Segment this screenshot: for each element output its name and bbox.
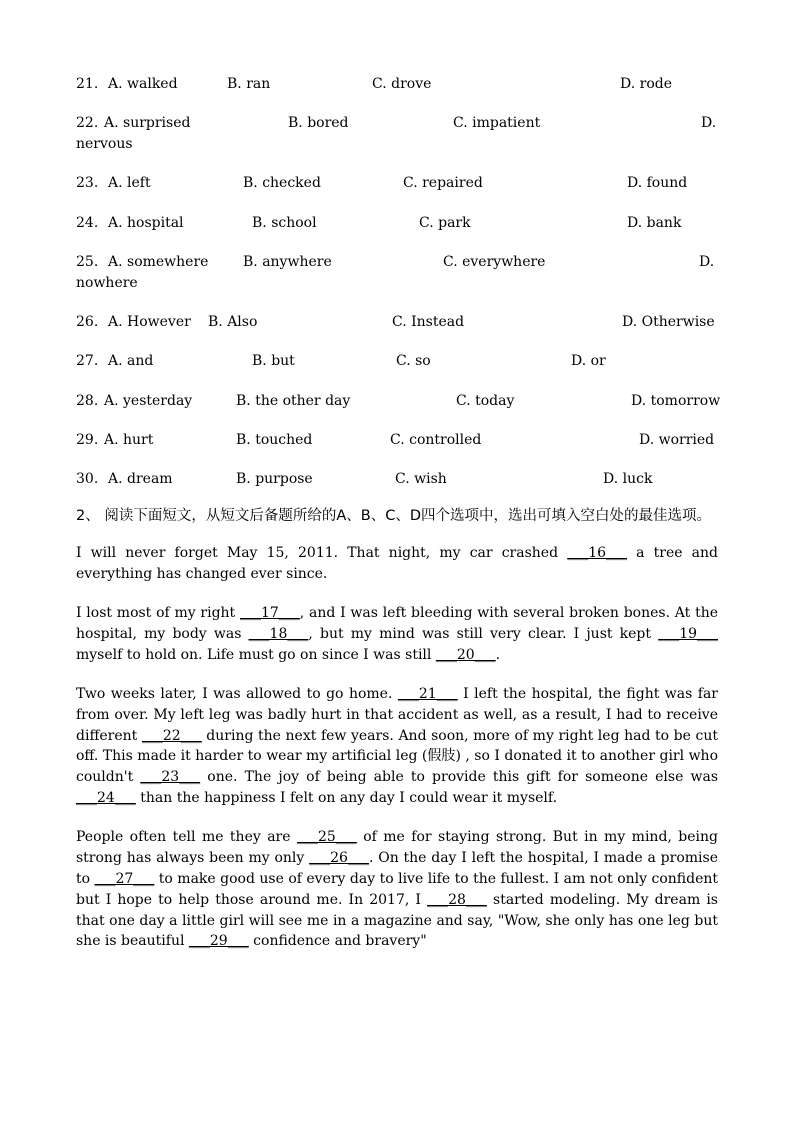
passage-text: People often tell me they are: [76, 829, 297, 846]
option-a: A. somewhere: [108, 253, 209, 270]
question-number: 27.: [76, 353, 99, 370]
blank: ___23___: [140, 769, 201, 786]
passage-text: . On the day I left the hospital, I made a promise to: [76, 850, 718, 887]
passage-paragraph-3: [76, 684, 718, 809]
option-d: D. luck: [603, 471, 653, 488]
passage-text: I will never forget May 15, 2011. That night, my car crashed: [76, 545, 568, 562]
option-b: B. touched: [236, 431, 313, 448]
passage-text: myself to hold on. Life must go on since I was still: [76, 646, 436, 663]
passage-text: started modeling. My dream is that one day a little girl will see me in a magazine and say, "Wow, she only has one leg but she is beautiful: [76, 891, 718, 950]
passage-text: confidence and bravery": [248, 933, 427, 950]
option-a: A. However: [108, 314, 191, 331]
passage-text: than the happiness I felt on any day I could wear it myself.: [135, 790, 558, 807]
option-d: D. found: [627, 175, 688, 192]
question-number: 24.: [76, 214, 99, 231]
blank: ___19___: [658, 625, 719, 642]
passage-paragraph-4: [76, 827, 718, 952]
passage-text: one. The joy of being able to provide this gift for someone else was: [200, 769, 718, 786]
question-row: [76, 351, 718, 372]
question-row: [76, 430, 718, 451]
blank: ___29___: [188, 933, 249, 950]
option-d: D. worried: [639, 431, 715, 448]
option-b: B. bored: [288, 115, 349, 132]
option-b: B. the other day: [236, 392, 351, 409]
option-c: C. repaired: [403, 175, 483, 192]
option-c: C. today: [456, 392, 515, 409]
passage-text: during the next few years. And soon, more of my right leg had to be cut off. This made it harder to wear my artificial leg (假肢) , so I donated it to another girl who couldn't: [76, 727, 718, 786]
question-row: [76, 213, 718, 234]
option-a: A. dream: [108, 471, 173, 488]
blank: ___24___: [76, 790, 136, 807]
question-number: 25.: [76, 253, 99, 270]
option-a: A. and: [108, 353, 154, 370]
option-b: B. checked: [243, 175, 321, 192]
option-a: A. left: [108, 175, 151, 192]
blank: ___16___: [567, 545, 628, 562]
blank: ___17___: [239, 605, 300, 622]
option-a: A. surprised: [104, 115, 191, 132]
question-number: 29.: [76, 431, 99, 448]
option-c: C. drove: [372, 76, 432, 92]
passage-text: .: [495, 646, 501, 663]
blank: ___21___: [397, 686, 458, 703]
blank: ___27___: [94, 870, 155, 887]
option-c: C. everywhere: [443, 253, 546, 270]
option-c: C. impatient: [453, 115, 541, 132]
option-b: B. purpose: [236, 471, 313, 488]
option-d-continued: nervous: [76, 136, 133, 153]
question-number: 26.: [76, 314, 99, 331]
question-row: [76, 74, 718, 95]
option-a: A. yesterday: [104, 392, 193, 409]
option-b: B. ran: [227, 76, 271, 92]
passage-text: I lost most of my right: [76, 605, 240, 622]
option-c: C. wish: [395, 471, 447, 488]
question-list: [76, 74, 721, 490]
question-number: 30.: [76, 471, 99, 488]
passage-text: of me for staying strong. But in my mind, being strong has always been my only: [76, 829, 718, 867]
option-b: B. Also: [208, 314, 258, 331]
passage-text: , but my mind was still very clear. I just kept: [308, 625, 659, 642]
question-row: [76, 252, 718, 294]
passage-text: to make good use of every day to live life to the fullest. I am not only confident but I hope to help those around me. In 2017, I: [76, 870, 718, 908]
option-c: C. so: [396, 353, 431, 370]
option-d: D. bank: [627, 214, 682, 231]
option-b: B. but: [252, 353, 295, 370]
blank: ___26___: [309, 850, 369, 867]
passage-text: Two weeks later, I was allowed to go home.: [76, 686, 398, 703]
blank: ___22___: [141, 727, 202, 744]
question-row: [76, 173, 718, 194]
question-number: 21.: [76, 76, 99, 92]
question-row: [76, 312, 718, 333]
passage-text: a tree and everything has changed ever since.: [76, 545, 718, 582]
question-row: [76, 113, 718, 155]
blank: ___25___: [296, 829, 357, 846]
option-a: A. hurt: [104, 431, 154, 448]
document-page: [76, 74, 721, 952]
question-number: 22.: [76, 115, 99, 132]
passage-paragraph-1: [76, 543, 718, 585]
passage-text: , and I was left bleeding with several broken bones. At the hospital, my body was: [76, 605, 718, 642]
option-c: C. controlled: [390, 431, 482, 448]
option-d: D. rode: [620, 76, 672, 92]
option-c: C. Instead: [392, 314, 465, 331]
question-number: 28.: [76, 392, 99, 409]
blank: ___20___: [435, 646, 496, 663]
option-c: C. park: [419, 214, 471, 231]
option-d-continued: nowhere: [76, 274, 138, 291]
option-d: D.: [699, 253, 715, 270]
question-number: 23.: [76, 175, 99, 192]
option-d: D. tomorrow: [631, 392, 721, 409]
option-b: B. anywhere: [243, 253, 332, 270]
section-title: 2、 阅读下面短文，从短文后备题所给的A、B、C、D四个选项中，选出可填入空白处的最佳选项。: [76, 507, 711, 524]
option-a: A. walked: [108, 76, 178, 92]
option-d: D. or: [571, 353, 606, 370]
passage-paragraph-2: [76, 603, 718, 665]
question-row: [76, 391, 721, 412]
option-a: A. hospital: [108, 214, 184, 231]
passage-text: I left the hospital, the fight was far from over. My left leg was badly hurt in that accident as well, as a result, I had to receive different: [76, 686, 718, 744]
blank: ___18___: [248, 625, 309, 642]
option-b: B. school: [252, 214, 317, 231]
option-d: D. Otherwise: [622, 314, 715, 331]
option-d: D.: [701, 115, 717, 132]
blank: ___28___: [427, 891, 487, 908]
question-row: [76, 469, 718, 490]
